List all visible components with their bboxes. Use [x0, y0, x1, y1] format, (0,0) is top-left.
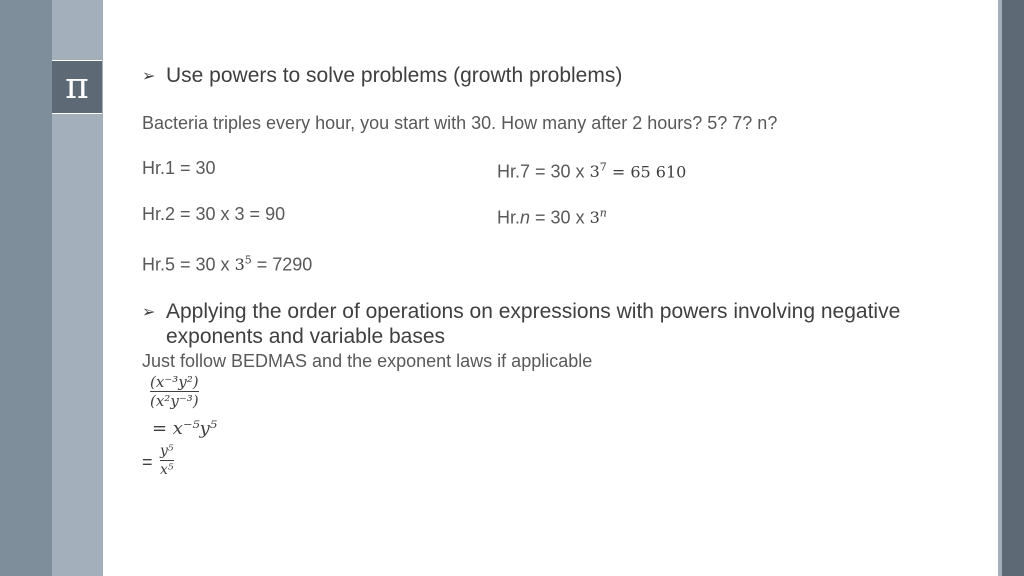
simplified-step: = x⁻⁵y⁵: [152, 418, 218, 439]
hourn-power: [590, 208, 607, 227]
hourn-base: 3: [589, 208, 600, 228]
bacteria-question: Bacteria triples every hour, you start with 30. How many after 2 hours? 5? 7? n?: [142, 113, 778, 133]
section1-heading-text: Use powers to solve problems (growth problems): [166, 64, 623, 87]
arrow-bullet-icon: ➢: [142, 302, 156, 321]
left-decorative-band: [0, 0, 52, 576]
hour7-result: = 65 610: [606, 162, 687, 182]
arrow-bullet-icon: ➢: [142, 66, 156, 85]
hour5-result: = 7290: [251, 254, 313, 275]
hour5-exponent: 5: [244, 254, 252, 267]
hourn-mid: = 30 x: [530, 207, 590, 228]
hour7-exponent: 7: [599, 161, 607, 174]
hour1-line: Hr.1 = 30: [142, 158, 216, 178]
final-equals: =: [142, 452, 153, 472]
hourn-prefix: Hr.: [497, 207, 521, 228]
hour5-base: 3: [234, 255, 245, 275]
hourn-variable: n: [520, 207, 531, 228]
hour5-power: [235, 255, 252, 274]
hour7-power: [590, 162, 607, 181]
hourn-exponent: n: [599, 207, 607, 220]
expression-numerator: (x⁻³y²): [150, 373, 199, 391]
section1-heading: [142, 63, 966, 88]
expression-denominator: (x²y⁻³): [150, 392, 199, 410]
expression-fraction: [150, 374, 199, 409]
pi-icon: π: [65, 66, 89, 107]
final-numerator: y⁵: [160, 443, 174, 459]
section2-heading: [142, 299, 966, 349]
right-decorative-band: [1002, 0, 1024, 576]
section2-heading-text: Applying the order of operations on expressions with powers involving negative exponents and variable bases: [166, 300, 901, 348]
final-fraction: [160, 443, 174, 478]
final-denominator: x⁵: [160, 462, 174, 478]
hour5-prefix: Hr.5 = 30 x: [142, 254, 235, 275]
hourn-line: [497, 203, 607, 229]
final-fraction-bar: [160, 460, 174, 461]
hour7-line: [497, 157, 686, 183]
hour7-prefix: Hr.7 = 30 x: [497, 161, 590, 182]
hour5-line: [142, 250, 312, 276]
pi-logo-box: [52, 60, 102, 114]
hour7-base: 3: [589, 162, 600, 182]
hour2-line: Hr.2 = 30 x 3 = 90: [142, 204, 286, 224]
bedmas-note: Just follow BEDMAS and the exponent laws if applicable: [142, 351, 593, 371]
